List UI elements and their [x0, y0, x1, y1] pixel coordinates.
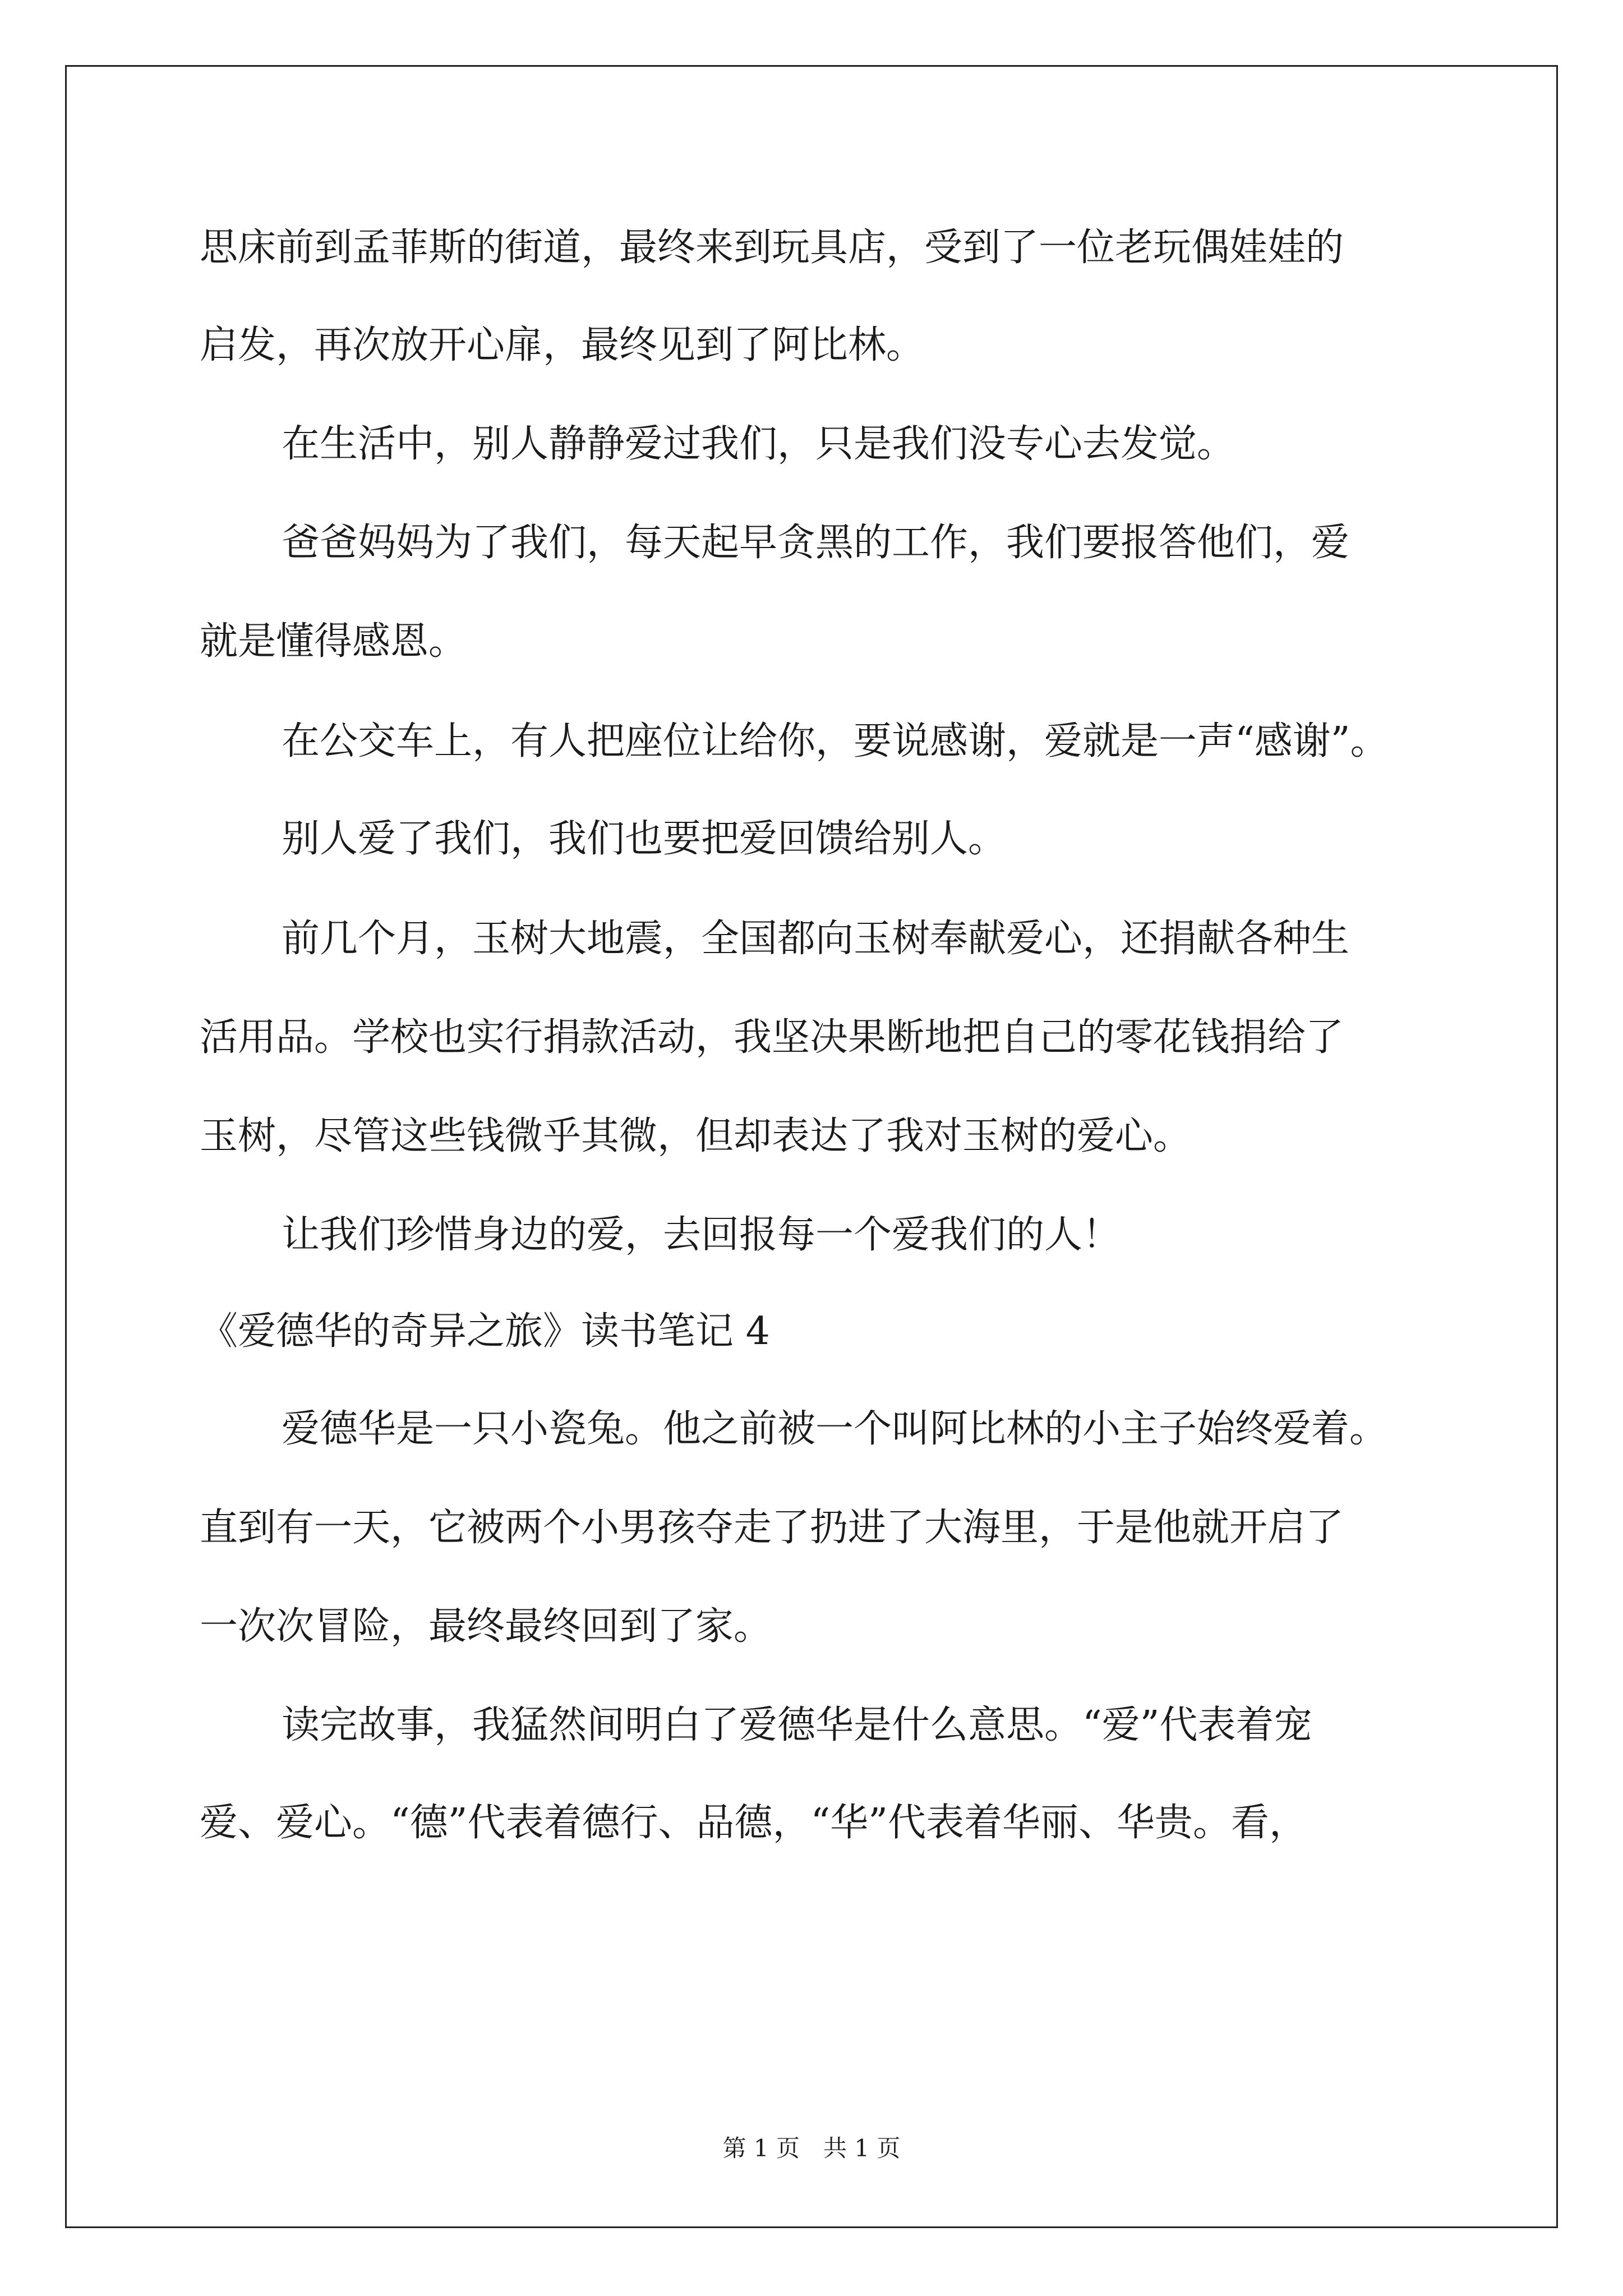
page-footer: 第 1 页 共 1 页	[722, 2134, 901, 2162]
text-line-16: 爱、爱心。“德”代表着德行、品德，“华”代表着华丽、华贵。看，	[200, 1801, 1308, 1845]
text-line-14: 一次次冒险，最终最终回到了家。	[200, 1604, 772, 1649]
text-line-15: 读完故事，我猛然间明白了爱德华是什么意思。“爱”代表着宠	[282, 1703, 1312, 1747]
text-line-3: 在生活中，别人静静爱过我们，只是我们没专心去发觉。	[282, 422, 1235, 466]
text-line-13: 直到有一天，它被两个小男孩夺走了扔进了大海里，于是他就开启了	[200, 1506, 1344, 1550]
text-line-8: 前几个月，玉树大地震，全国都向玉树奉献爱心，还捐献各种生	[282, 917, 1350, 961]
text-line-7: 别人爱了我们，我们也要把爱回馈给别人。	[282, 817, 1007, 861]
text-line-6: 在公交车上，有人把座位让给你，要说感谢，爱就是一声“感谢”。	[282, 719, 1389, 763]
text-line-10: 玉树，尽管这些钱微乎其微，但却表达了我对玉树的爱心。	[200, 1114, 1192, 1158]
text-line-2: 启发，再次放开心扉，最终见到了阿比林。	[200, 323, 925, 367]
text-line-12: 爱德华是一只小瓷兔。他之前被一个叫阿比林的小主子始终爱着。	[282, 1407, 1388, 1451]
text-line-11: 让我们珍惜身边的爱，去回报每一个爱我们的人！	[282, 1213, 1121, 1257]
text-line-1: 思床前到孟菲斯的街道，最终来到玩具店，受到了一位老玩偶娃娃的	[200, 226, 1344, 270]
section-heading: 《爱德华的奇异之旅》读书笔记 4	[200, 1309, 770, 1354]
text-line-9: 活用品。学校也实行捐款活动，我坚决果断地把自己的零花钱捐给了	[200, 1015, 1344, 1060]
text-line-5: 就是懂得感恩。	[200, 619, 467, 664]
text-line-4: 爸爸妈妈为了我们，每天起早贪黑的工作，我们要报答他们，爱	[282, 521, 1350, 565]
